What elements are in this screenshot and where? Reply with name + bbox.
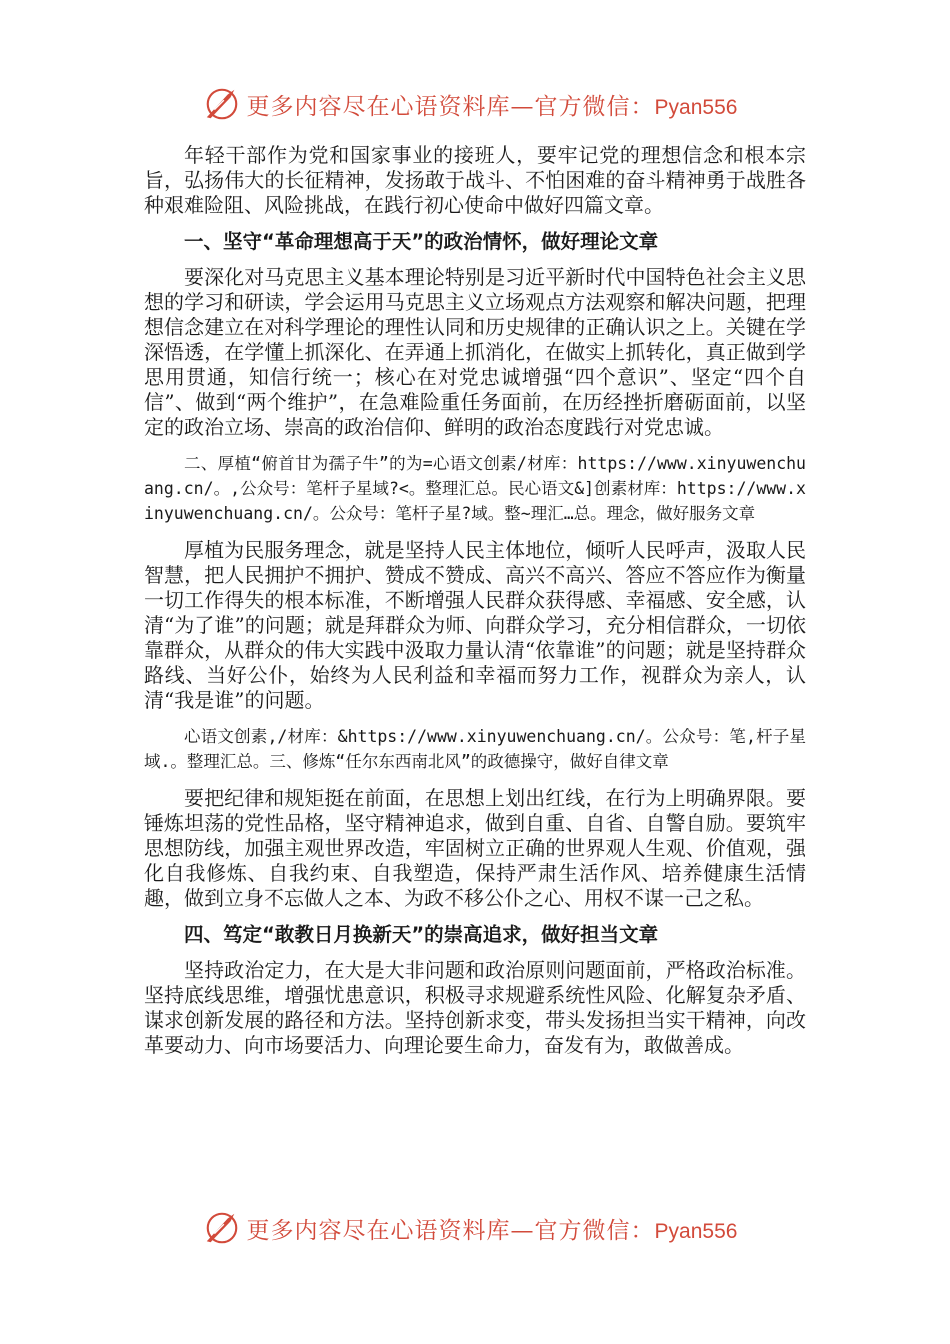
- intro-paragraph: 年轻干部作为党和国家事业的接班人，要牢记党的理想信念和根本宗旨，弘扬伟大的长征精神，发扬敢于战斗、不怕困难的奋斗精神勇于战胜各种艰难险阻、风险挑战，在践行初心使命中做好四篇文章。: [144, 143, 806, 217]
- section-heading-3: 心语文创素,/材库：&https://www.xinyuwenchuang.cn/。公众号：笔,杆子星域.。整理汇总。三、修炼“任尔东西南北风”的政德操守，做好自律文章: [144, 727, 806, 771]
- quill-logo-icon: [203, 1209, 241, 1247]
- section-heading-2: 二、厚植“俯首甘为孺子牛”的为=心语文创素/材库：https://www.xinyuwenchuang.cn/。,公众号：笔杆子星域?<。整理汇总。民心语文&]创素材库：https://www.xinyuwenchuang.cn/。公众号：笔杆子星?域。整~理汇…总。理念，做好服务文章: [144, 454, 806, 523]
- footer-banner: [0, 1208, 950, 1248]
- banner-label: 更多内容尽在心语资料库—官方微信：: [246, 93, 655, 120]
- section-heading-4: 四、笃定“敢教日月换新天”的崇高追求，做好担当文章: [184, 923, 659, 946]
- header-banner: [0, 84, 950, 124]
- section-paragraph-1: 要深化对马克思主义基本理论特别是习近平新时代中国特色社会主义思想的学习和研读，学会运用马克思主义立场观点方法观察和解决问题，把理想信念建立在对科学理论的理性认同和历史规律的正确认识之上。关键在学深悟透，在学懂上抓深化、在弄通上抓消化，在做实上抓转化，真正做到学思用贯通，知信行统一；核心在对党忠诚增强“四个意识”、坚定“四个自信”、做到“两个维护”，在急难险重任务面前，在历经挫折磨砺面前，以坚定的政治立场、崇高的政治信仰、鲜明的政治态度践行对党忠诚。: [144, 265, 806, 439]
- quill-logo-icon: [203, 85, 241, 123]
- banner-text: [247, 1212, 738, 1245]
- banner-label: 更多内容尽在心语资料库—官方微信：: [246, 1217, 655, 1244]
- section-paragraph-2: 厚植为民服务理念，就是坚持人民主体地位，倾听人民呼声，汲取人民智慧，把人民拥护不拥护、赞成不赞成、高兴不高兴、答应不答应作为衡量一切工作得失的根本标准，不断增强人民群众获得感、幸福感、安全感，认清“为了谁”的问题；就是拜群众为师、向群众学习，充分相信群众，一切依靠群众，从群众的伟大实践中汲取力量认清“依靠谁”的问题；就是坚持群众路线、当好公仆，始终为人民利益和幸福而努力工作，视群众为亲人，认清“我是谁”的问题。: [144, 538, 806, 712]
- section-paragraph-3: 要把纪律和规矩挺在前面，在思想上划出红线，在行为上明确界限。要锤炼坦荡的党性品格，坚守精神追求，做到自重、自省、自警自励。要筑牢思想防线，加强主观世界改造，牢固树立正确的世界观人生观、价值观，强化自我修炼、自我约束、自我塑造，保持严肃生活作风、培养健康生活情趣，做到立身不忘做人之本、为政不移公仆之心、用权不谋一己之私。: [144, 786, 806, 910]
- section-paragraph-4: 坚持政治定力，在大是大非问题和政治原则问题面前，严格政治标准。坚持底线思维，增强忧患意识，积极寻求规避系统性风险、化解复杂矛盾、谋求创新发展的路径和方法。坚持创新求变，带头发扬担当实干精神，向改革要动力、向市场要活力、向理论要生命力，奋发有为，敢做善成。: [144, 958, 806, 1057]
- banner-wechat-id: Pyan556: [654, 1219, 738, 1243]
- document-body: [144, 143, 806, 1069]
- banner-wechat-id: Pyan556: [654, 95, 738, 119]
- section-heading-1: 一、坚守“革命理想高于天”的政治情怀，做好理论文章: [184, 230, 659, 253]
- banner-text: [247, 88, 738, 121]
